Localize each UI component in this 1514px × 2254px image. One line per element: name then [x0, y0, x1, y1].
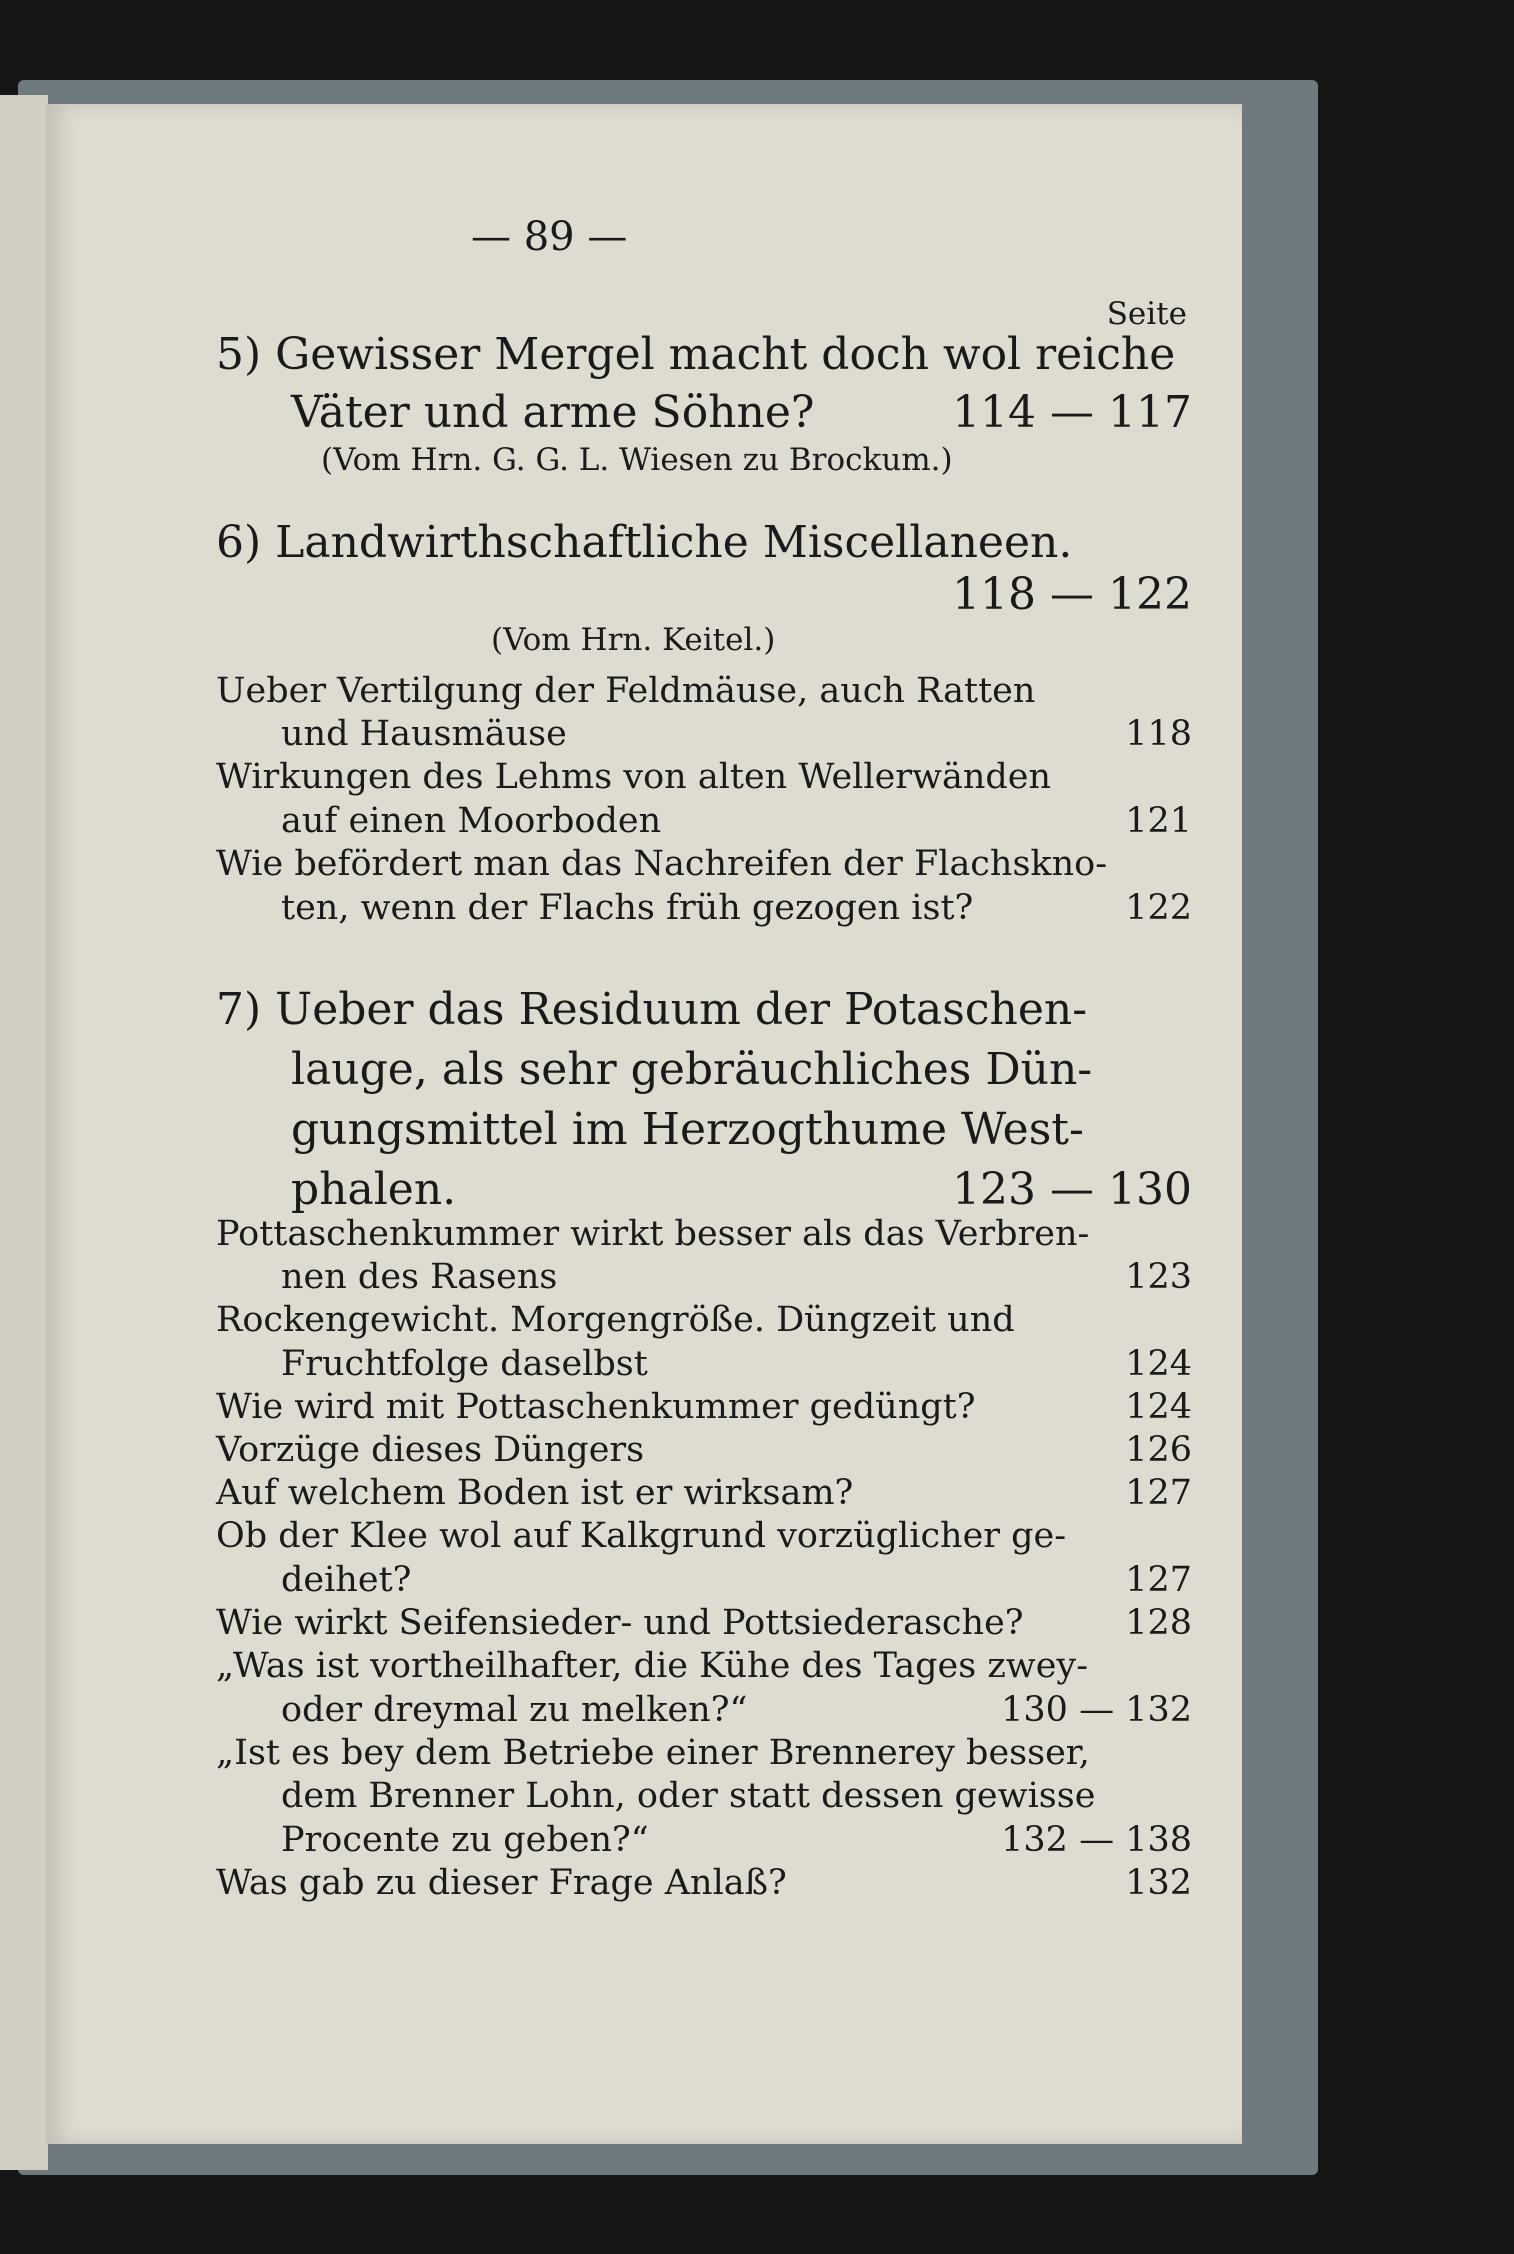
- entry-line: deihet?: [281, 1560, 412, 1600]
- entry-line: Wie befördert man das Nachreifen der Flachskno-: [216, 844, 1108, 884]
- section-7-title-cont: gungsmittel im Herzogthume West-: [291, 1104, 1084, 1155]
- entry-line: Rockengewicht. Morgengröße. Düngzeit und: [216, 1300, 1015, 1340]
- section-7-title-cont: lauge, als sehr gebräuchliches Dün-: [291, 1044, 1093, 1095]
- section-7-pages: 123 — 130: [952, 1164, 1192, 1215]
- section-6-title: 6) Landwirthschaftliche Miscellaneen.: [216, 517, 1073, 568]
- section-5-author: (Vom Hrn. G. G. L. Wiesen zu Brockum.): [321, 442, 953, 478]
- seite-label: Seite: [1106, 296, 1187, 332]
- entry-line: Wie wird mit Pottaschenkummer gedüngt?: [216, 1387, 976, 1427]
- entry-line: auf einen Moorboden: [281, 801, 662, 841]
- entry-page: 124: [1125, 1344, 1192, 1384]
- book-page: [46, 104, 1242, 2144]
- entry-line: Fruchtfolge daselbst: [281, 1344, 648, 1384]
- section-6-author: (Vom Hrn. Keitel.): [491, 622, 776, 658]
- entry-page: 122: [1125, 888, 1192, 928]
- entry-line: Ob der Klee wol auf Kalkgrund vorzüglicher ge-: [216, 1516, 1067, 1556]
- section-5-title-cont: Väter und arme Söhne?: [291, 387, 815, 438]
- section-7-title-cont: phalen.: [291, 1164, 457, 1215]
- entry-page: 127: [1125, 1473, 1192, 1513]
- entry-line: Wie wirkt Seifensieder- und Pottsiederasche?: [216, 1603, 1024, 1643]
- section-5-title: 5) Gewisser Mergel macht doch wol reiche: [216, 329, 1176, 380]
- entry-page: 124: [1125, 1387, 1192, 1427]
- entry-page: 127: [1125, 1560, 1192, 1600]
- entry-page: 128: [1125, 1603, 1192, 1643]
- entry-page: 132: [1125, 1863, 1192, 1903]
- entry-line: „Was ist vortheilhafter, die Kühe des Tages zwey-: [216, 1646, 1089, 1686]
- entry-page: 123: [1125, 1257, 1192, 1297]
- entry-line: Vorzüge dieses Düngers: [216, 1430, 645, 1470]
- entry-line: oder dreymal zu melken?“: [281, 1690, 748, 1730]
- entry-line: Pottaschenkummer wirkt besser als das Verbren-: [216, 1214, 1090, 1254]
- previous-page-edge: [0, 95, 48, 2170]
- entry-line: ten, wenn der Flachs früh gezogen ist?: [281, 888, 974, 928]
- entry-line: „Ist es bey dem Betriebe einer Brennerey besser,: [216, 1733, 1090, 1773]
- entry-line: Ueber Vertilgung der Feldmäuse, auch Ratten: [216, 671, 1036, 711]
- section-5-pages: 114 — 117: [952, 387, 1192, 438]
- section-6-pages: 118 — 122: [952, 569, 1192, 620]
- entry-line: Auf welchem Boden ist er wirksam?: [216, 1473, 854, 1513]
- section-7-title: 7) Ueber das Residuum der Potaschen-: [216, 984, 1088, 1035]
- entry-line: Procente zu geben?“: [281, 1820, 649, 1860]
- entry-line: nen des Rasens: [281, 1257, 558, 1297]
- entry-line: und Hausmäuse: [281, 714, 567, 754]
- entry-page: 121: [1125, 801, 1192, 841]
- entry-line: Wirkungen des Lehms von alten Wellerwänden: [216, 757, 1052, 797]
- entry-page: 130 — 132: [1001, 1690, 1192, 1730]
- entry-page: 118: [1125, 714, 1192, 754]
- entry-line: dem Brenner Lohn, oder statt dessen gewisse: [281, 1776, 1096, 1816]
- page-number: — 89 —: [471, 214, 628, 260]
- entry-page: 126: [1125, 1430, 1192, 1470]
- entry-line: Was gab zu dieser Frage Anlaß?: [216, 1863, 787, 1903]
- entry-page: 132 — 138: [1001, 1820, 1192, 1860]
